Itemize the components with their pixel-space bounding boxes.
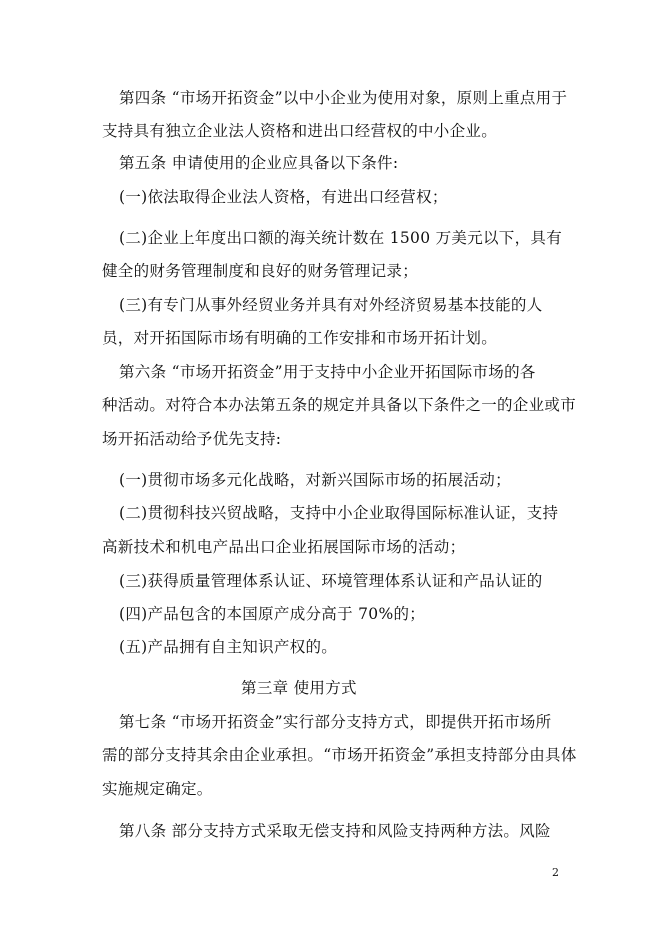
article-6-item-3: (三)获得质量管理体系认证、环境管理体系认证和产品认证的 (119, 572, 543, 590)
article-4-line-1: 第四条 “市场开拓资金”以中小企业为使用对象，原则上重点用于 (119, 89, 568, 107)
article-6-item-1: (一)贯彻市场多元化战略，对新兴国际市场的拓展活动； (119, 471, 511, 489)
article-6-line-2: 种活动。对符合本办法第五条的规定并具备以下条件之一的企业或市 (102, 396, 577, 414)
article-5-item-2-line-2: 健全的财务管理制度和良好的财务管理记录； (102, 262, 419, 280)
article-6-line-3: 场开拓活动给予优先支持: (102, 430, 282, 448)
article-7-line-2: 需的部分支持其余由企业承担。“市场开拓资金”承担支持部分由具体 (102, 746, 577, 764)
article-5-item-3-line-2: 员，对开拓国际市场有明确的工作安排和市场开拓计划。 (102, 329, 498, 347)
article-4-line-2: 支持具有独立企业法人资格和进出口经营权的中小企业。 (102, 122, 498, 140)
article-6-item-4: (四)产品包含的本国原产成分高于 70%的； (119, 605, 426, 623)
article-6-item-5: (五)产品拥有自主知识产权的。 (119, 638, 338, 656)
chapter-3-heading: 第三章 使用方式 (241, 679, 357, 697)
page-number: 2 (552, 866, 559, 879)
article-6-item-2-line-2: 高新技术和机电产品出口企业拓展国际市场的活动； (102, 538, 466, 556)
article-5-item-1: (一)依法取得企业法人资格，有进出口经营权； (119, 188, 448, 206)
article-8-line-1: 第八条 部分支持方式采取无偿支持和风险支持两种方法。风险 (119, 822, 551, 840)
article-5-item-2-line-1: (二)企业上年度出口额的海关统计数在 1500 万美元以下，具有 (119, 229, 562, 247)
article-6-line-1: 第六条 “市场开拓资金”用于支持中小企业开拓国际市场的各 (119, 363, 536, 381)
article-5-item-3-line-1: (三)有专门从事外经贸业务并具有对外经济贸易基本技能的人 (119, 296, 543, 314)
article-5-line-1: 第五条 申请使用的企业应具备以下条件: (119, 154, 399, 172)
article-7-line-1: 第七条 “市场开拓资金”实行部分支持方式，即提供开拓市场所 (119, 713, 552, 731)
article-6-item-2-line-1: (二)贯彻科技兴贸战略，支持中小企业取得国际标准认证，支持 (119, 504, 559, 522)
article-7-line-3: 实施规定确定。 (102, 780, 213, 798)
